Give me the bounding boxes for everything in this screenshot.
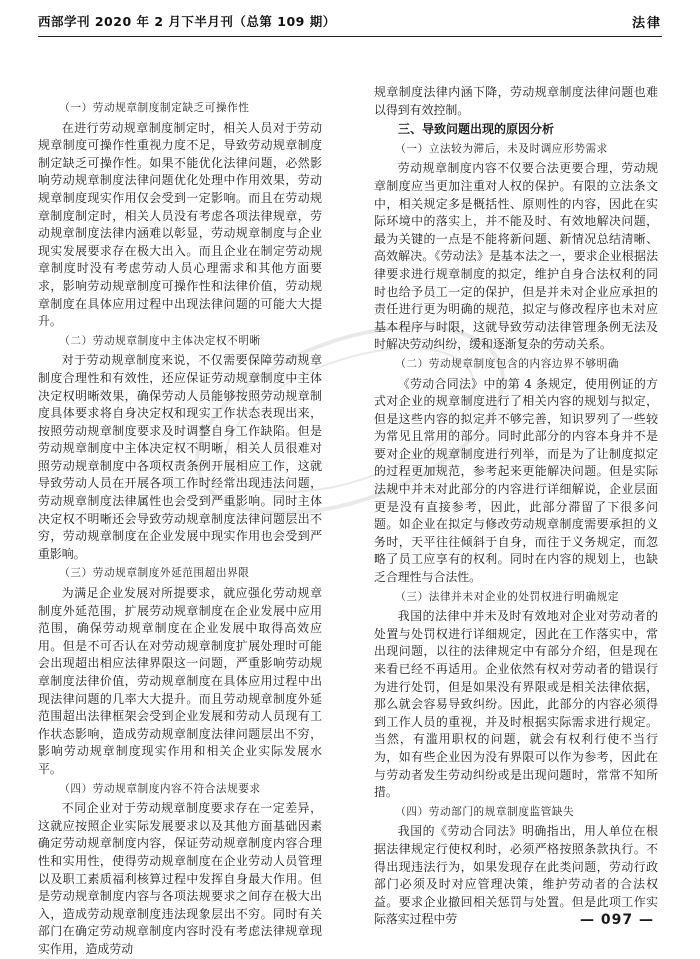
section-label: 法律 bbox=[631, 16, 662, 31]
subheading: （一）劳动规章制度制定缺乏可操作性 bbox=[59, 102, 250, 114]
subheading: （一）立法较为滞后，未及时调应形势需求 bbox=[395, 142, 608, 155]
paragraph: 《劳动合同法》中的第 4 条规定，使用例证的方式对企业的规章制度进行了相关内容的规划与拟定，但是这些内容的拟定并不够完善，知识罗列了一些较为常见且常用的部分。同时此部分的内容本身并不是要对企业的规章制度进行列举，而是为了让制度拟定的过程更加规范，参考起来更能解决问题。但是实际法规中并未对此部分的内容进行详细解说，企业层面更是没有直接参考，因此，此部分滞留了下很多问题。如企业在拟定与修改劳动规章制度需要承担的义务时，天平往往倾斜于自身，而往于义务规定，而忽略了员工应享有的权利。同时在内容的规划上，也缺乏合理性与合法性。 bbox=[374, 376, 658, 585]
subheading: （四）劳动部门的规章制度监管缺失 bbox=[395, 805, 575, 818]
subheading: （四）劳动规章制度内容不符合法规要求 bbox=[59, 782, 261, 795]
subheading: （三）劳动规章制度外延范围超出界限 bbox=[59, 567, 250, 580]
subheading: （三）法律并未对企业的处罚权进行明确规定 bbox=[395, 590, 620, 603]
left-column bbox=[38, 98, 322, 956]
page-header bbox=[38, 10, 662, 37]
subheading: （二）劳动规章制度包含的内容边界不够明确 bbox=[395, 357, 620, 370]
paragraph: 劳动规章制度内容不仅要合法更要合理，劳动规章制度应当更加注重对人权的保护。有限的立法条文中，相关规定多是概括性、原则性的内容，因此在实际环境中的落实上，并不能及时、有效地解决问题，最为关键的一点是不能将新问题、新情况总结清晰、高效解决。《劳动法》是基本法之一，要求企业根据法律要求进行规章制度的拟定，维护自身合法权利的同时也给予员工一定的保护，但是并未对企业应承担的责任进行更为明确的规范，拟定与修改程序也未对应基本程序与时限，这就导致劳动法律管理条例无法及时解决劳动纠纷，缓和逐渐复杂的劳动关系。 bbox=[374, 161, 658, 352]
paragraph: 不同企业对于劳动规章制度要求存在一定差异，这就应按照企业实际发展要求以及其他方面基础因素确定劳动规章制度内容，保证劳动规章制度内容合理性和实用性，使得劳动规章制度在企业劳动人员管理以及职工素质福利核算过程中发挥自身最大作用。但是劳动规章制度内容与各项法规要求之间存在极大出入，造成劳动规章制度违法现象层出不穷。同时有关部门在确定劳动规章制度内容时没有考虑法律规章现实作用，造成劳动 bbox=[38, 801, 322, 956]
paragraph: 我国的《劳动合同法》明确指出，用人单位在根据法律规定行使权利时，必须严格按照条款执行。不得出现违法行为，如果发现存在此类问题，劳动行政部门必须及时对应管理决策，维护劳动者的合法权益。要求企业撤回相关惩罚与处置。但是此项工作实际落实过程中劳 bbox=[374, 824, 658, 927]
paragraph: 为满足企业发展对所提要求，就应强化劳动规章制度外延范围，扩展劳动规章制度在企业发展中应用范围，确保劳动规章制度在企业发展中取得高效应用。但是不可否认在对劳动规章制度扩展处理时可能会出现超出相应法律界限这一问题，严重影响劳动规章制度法律价值，劳动规章制度在具体应用过程中出现法律问题的几率大大提升。而且劳动规章制度外延范围超出法律框架会受到企业发展和劳动人员现有工作状态影响，造成劳动规章制度法律问题层出不穷，影响劳动规章制度现实作用和相关企业实际发展水平。 bbox=[38, 586, 322, 776]
journal-masthead: 西部学刊 2020 年 2 月下半月刊（总第 109 期） bbox=[38, 14, 336, 29]
subheading: （二）劳动规章制度中主体决定权不明晰 bbox=[59, 334, 261, 347]
page-number: — 097 — bbox=[580, 912, 654, 928]
paragraph-continued: 规章制度法律内涵下降，劳动规章制度法律问题也难以得到有效控制。 bbox=[374, 85, 658, 117]
section-heading: 三、导致问题出现的原因分析 bbox=[398, 122, 555, 137]
paragraph: 在进行劳动规章制度制定时，相关人员对于劳动规章制度可操作性重视力度不足，导致劳动规章制度制定缺乏可操作性。如果不能优化法律问题，必然影响劳动规章制度法律问题优化处理中作用效果，劳动规章制度现实作用仅会受到一定影响。而且在劳动规章制度制定时，相关人员没有考虑各项法律规章，劳动规章制度法律内涵难以彰显，劳动规章制度与企业现实发展要求存在极大出入。而且企业在制定劳动规章制度时没有考虑劳动人员心理需求和其他方面要求，影响劳动规章制度可操作性和法律价值，劳动规章制度在具体应用过程中出现法律问题的可能大大提升。 bbox=[38, 120, 322, 329]
paragraph: 我国的法律中并未及时有效地对企业对劳动者的处置与处罚权进行详细规定，因此在工作落实中，常出现问题，以往的法律规定中有部分介绍，但是现在来看已经不再适用。企业依然有权对劳动者的错误行为进行处罚，但是如果没有界限或是相关法律依据，那么就会容易导致纠纷。因此，此部分的内容必须得到工作人员的重视，并及时根据实际需求进行规定。当然，有滥用职权的问题，就会有权利行使不当行为，如有些企业因为没有界限可以作为参考，因此在与劳动者发生劳动纠纷或是出现问题时，常常不知所措。 bbox=[374, 609, 658, 800]
paragraph: 对于劳动规章制度来说，不仅需要保障劳动规章制度合理性和有效性，还应保证劳动规章制度中主体决定权明晰效果，确保劳动人员能够按照劳动规章制度具体要求将自身决定权和现实工作状态表现出来，按照劳动规章制度要求及时调整自身工作缺陷。但是劳动规章制度中主体决定权不明晰，相关人员很难对照劳动规章制度中各项权责条例开展相应工作，这就导致劳动人员在开展各项工作时经常出现违法问题，劳动规章制度法律属性也会受到严重影响。同时主体决定权不明晰还会导致劳动规章制度法律问题层出不穷，劳动规章制度在企业发展中现实作用也会受到严重影响。 bbox=[38, 353, 322, 561]
